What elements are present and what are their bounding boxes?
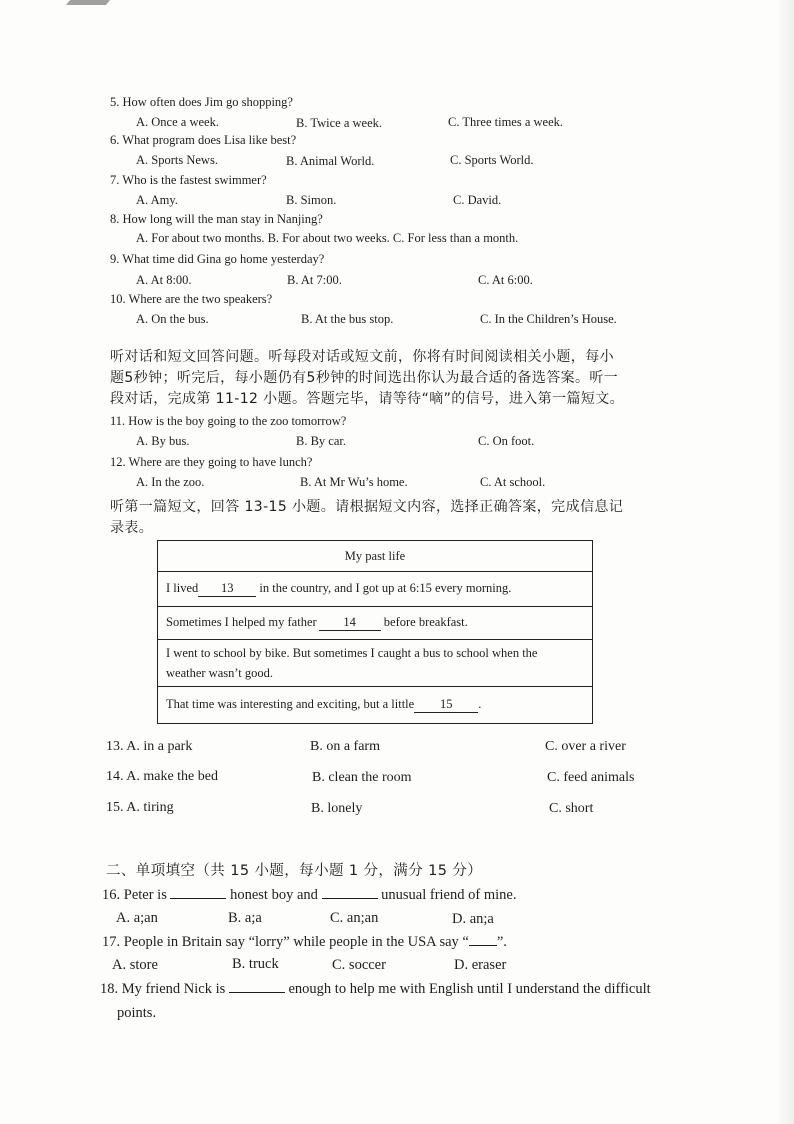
q16-text: 16. Peter is — [102, 887, 171, 903]
q17-stem — [102, 934, 507, 950]
q10-option-c: C. In the Children’s House. — [480, 312, 617, 326]
q10-stem: 10. Where are the two speakers? — [110, 292, 273, 306]
q15-option-a: 15. A. tiring — [106, 800, 174, 815]
table-cell — [158, 640, 593, 687]
q16-text: unusual friend of mine. — [377, 887, 517, 903]
q6-stem: 6. What program does Lisa like best? — [110, 133, 297, 147]
scan-artifact — [66, 0, 110, 5]
table-cell — [158, 572, 593, 607]
q9-option-b: B. At 7:00. — [287, 273, 342, 287]
q16-option-c: C. an;an — [330, 910, 379, 926]
q12-stem: 12. Where are they going to have lunch? — [110, 455, 313, 469]
table-row — [158, 687, 593, 724]
q17-option-c: C. soccer — [332, 957, 386, 973]
table-cell — [158, 687, 593, 724]
q12-option-c: C. At school. — [480, 475, 546, 489]
q5-option-a: A. Once a week. — [136, 115, 219, 129]
q13-option-b: B. on a farm — [310, 739, 380, 754]
q18-text: 18. My friend Nick is — [100, 981, 229, 997]
q7-option-c: C. David. — [453, 193, 502, 207]
q9-option-c: C. At 6:00. — [478, 273, 533, 287]
q18-stem-continued: points. — [117, 1005, 157, 1021]
q17-text: ”. — [496, 934, 507, 950]
table-row — [158, 541, 593, 572]
q15-option-c: C. short — [549, 801, 594, 816]
q7-stem: 7. Who is the fastest swimmer? — [110, 173, 267, 187]
cell-text: weather wasn’t good. — [166, 666, 274, 680]
cell-text: . — [478, 697, 482, 711]
cell-text: before breakfast. — [380, 615, 468, 629]
q16-blank-1 — [170, 898, 226, 899]
q17-option-a: A. store — [112, 957, 158, 973]
q13-option-a: 13. A. in a park — [106, 739, 193, 754]
instructions-line: 听对话和短文回答问题。听每段对话或短文前，你将有时间阅读相关小题，每小 — [110, 349, 614, 365]
page-edge-shadow — [776, 0, 794, 1124]
blank-13: 13 — [198, 581, 256, 597]
q14-option-b: B. clean the room — [312, 770, 412, 785]
q5-option-c: C. Three times a week. — [448, 115, 564, 129]
q16-option-b: B. a;a — [228, 910, 262, 926]
q6-option-c: C. Sports World. — [450, 153, 534, 167]
q12-option-b: B. At Mr Wu’s home. — [300, 475, 408, 489]
instructions-line: 录表。 — [110, 520, 154, 536]
q6-option-a: A. Sports News. — [136, 153, 218, 167]
instructions-line: 听第一篇短文，回答 13-15 小题。请根据短文内容，选择正确答案，完成信息记 — [110, 499, 624, 515]
blank-15: 15 — [414, 697, 478, 713]
q11-option-b: B. By car. — [296, 434, 346, 448]
table-row — [158, 572, 593, 607]
q16-stem — [102, 887, 516, 903]
q11-option-a: A. By bus. — [136, 434, 190, 448]
q16-option-a: A. a;an — [116, 910, 158, 926]
q11-option-c: C. On foot. — [478, 434, 535, 448]
q17-option-b: B. truck — [232, 956, 279, 972]
table-row — [158, 640, 593, 687]
q5-stem: 5. How often does Jim go shopping? — [110, 95, 293, 109]
q11-stem: 11. How is the boy going to the zoo tomorrow? — [110, 414, 347, 428]
q5-option-b: B. Twice a week. — [296, 116, 383, 130]
cell-text: in the country, and I got up at 6:15 every morning. — [256, 581, 512, 595]
q12-option-a: A. In the zoo. — [136, 475, 205, 489]
q16-text: honest boy and — [226, 887, 322, 903]
q8-options: A. For about two months. B. For about two weeks. C. For less than a month. — [136, 231, 519, 245]
table-title: My past life — [158, 541, 593, 572]
q7-option-a: A. Amy. — [136, 193, 178, 207]
q10-option-b: B. At the bus stop. — [301, 312, 394, 326]
q8-stem: 8. How long will the man stay in Nanjing? — [110, 212, 323, 226]
q9-stem: 9. What time did Gina go home yesterday? — [110, 252, 325, 266]
q18-stem — [100, 981, 651, 997]
q16-option-d: D. an;a — [452, 911, 494, 927]
table-row — [158, 607, 593, 640]
q15-option-b: B. lonely — [311, 801, 363, 816]
cell-text: I went to school by bike. But sometimes I caught a bus to school when the — [166, 646, 538, 660]
blank-14: 14 — [319, 615, 381, 631]
q14-option-a: 14. A. make the bed — [106, 769, 218, 784]
q17-text: 17. People in Britain say “lorry” while people in the USA say “ — [102, 934, 469, 950]
q14-option-c: C. feed animals — [547, 770, 635, 785]
cell-text: Sometimes I helped my father — [166, 615, 317, 629]
record-table — [157, 540, 593, 724]
q13-option-c: C. over a river — [545, 739, 626, 754]
q7-option-b: B. Simon. — [286, 193, 337, 207]
q17-option-d: D. eraser — [454, 957, 507, 973]
section-title: 二、单项填空（共 15 小题，每小题 1 分，满分 15 分） — [106, 863, 483, 879]
q16-blank-2 — [322, 898, 378, 899]
q18-text: enough to help me with English until I understand the difficult — [284, 981, 651, 997]
q10-option-a: A. On the bus. — [136, 312, 209, 326]
q9-option-a: A. At 8:00. — [136, 273, 192, 287]
table-cell — [158, 607, 593, 640]
instructions-line: 段对话，完成第 11-12 小题。答题完毕，请等待“嘀”的信号，进入第一篇短文。 — [110, 391, 625, 407]
instructions-line: 题5秒钟；听完后，每小题仍有5秒钟的时间选出你认为最合适的备选答案。听一 — [110, 370, 619, 386]
cell-text: That time was interesting and exciting, but a little — [166, 697, 415, 711]
q17-blank — [469, 945, 497, 946]
q6-option-b: B. Animal World. — [286, 154, 375, 168]
cell-text: I lived — [166, 581, 199, 595]
q18-blank — [229, 992, 285, 993]
